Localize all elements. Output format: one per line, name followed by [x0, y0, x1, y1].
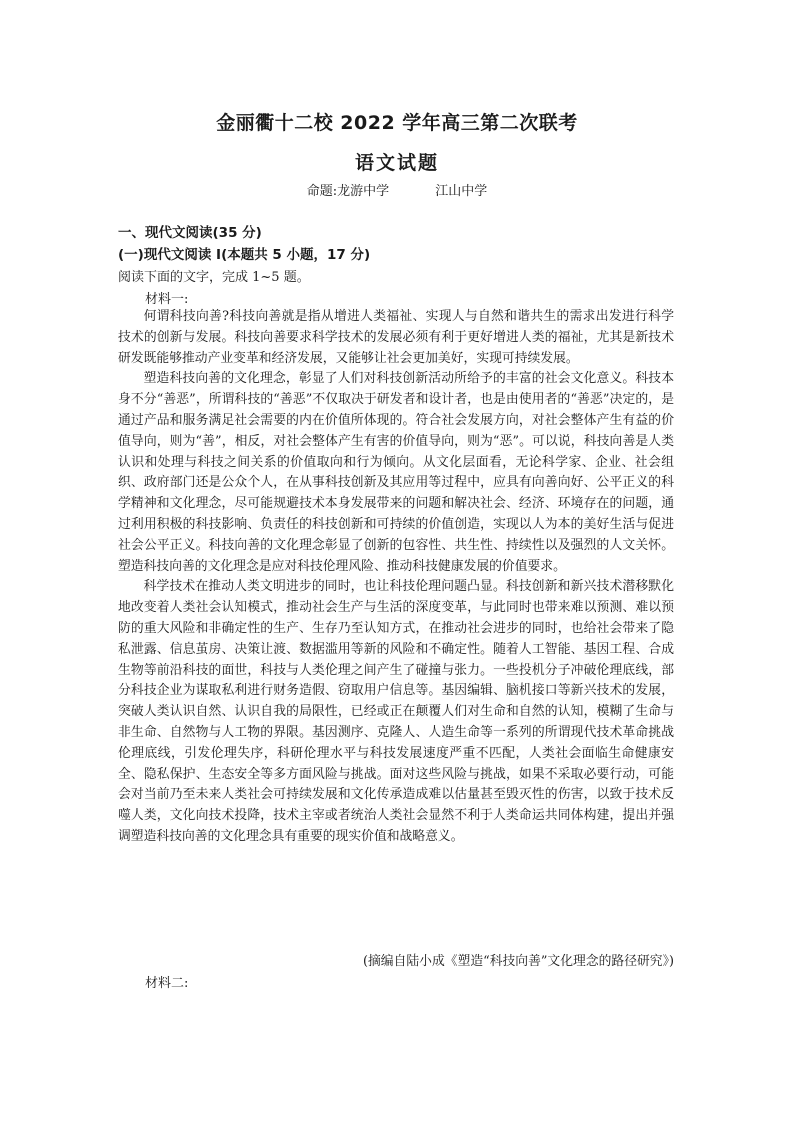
authors-line	[0, 180, 794, 199]
paragraph-1: 何谓科技向善?科技向善就是指从增进人类福祉、实现人与自然和谐共生的需求出发进行科学技术的创新与发展。科技向善要求科学技术的发展必须有利于更好增进人类的福祉，尤其是新技术研发既能够推动产业变革和经济发展，又能够让社会更加美好，实现可持续发展。	[118, 309, 674, 366]
paragraph-3: 科学技术在推动人类文明进步的同时，也让科技伦理问题凸显。科技创新和新兴技术潜移默化地改变着人类社会认知模式，推动社会生产与生活的深度变革，与此同时也带来难以预测、难以预防的重大风险和非确定性的生产、生存乃至认知方式，在推动社会进步的同时，也给社会带来了隐私泄露、信息茧房、决策让渡、数据滥用等新的风险和不确定性。随着人工智能、基因工程、合成生物等前沿科技的面世，科技与人类伦理之间产生了碰撞与张力。一些投机分子冲破伦理底线，部分科技企业为谋取私利进行财务造假、窃取用户信息等。基因编辑、脑机接口等新兴技术的发展，突破人类认识自然、认识自我的局限性，已经或正在颠覆人们对生命和自然的认知，模糊了生命与非生命、自然物与人工物的界限。基因测序、克隆人、人造生命等一系列的所谓现代技术革命挑战伦理底线，引发伦理失序，科研伦理水平与科技发展速度严重不匹配，人类社会面临生命健康安全、隐私保护、生态安全等多方面风险与挑战。面对这些风险与挑战，如果不采取必要行动，可能会对当前乃至未来人类社会可持续发展和文化传承造成难以估量甚至毁灭性的伤害，以致于技术反噬人类，文化向技术投降，技术主宰或者统治人类社会显然不利于人类命运共同体构建，提出并强调塑造科技向善的文化理念具有重要的现实价值和战略意义。	[118, 579, 674, 844]
section-subheading: (一)现代文阅读 I(本题共 5 小题，17 分)	[118, 247, 371, 263]
paragraph-2: 塑造科技向善的文化理念，彰显了人们对科技创新活动所给予的丰富的社会文化意义。科技本身不分“善恶”，所谓科技的“善恶”不仅取决于研发者和设计者，也是由使用者的“善恶”决定的，是通过产品和服务满足社会需要的内在价值所体现的。符合社会发展方向，对社会整体产生有益的价值导向，则为“善”，相反，对社会整体产生有害的价值导向，则为“恶”。可以说，科技向善是人类认识和处理与科技之间关系的价值取向和行为倾向。从文化层面看，无论科学家、企业、社会组织、政府部门还是公众个人，在从事科技创新及其应用等过程中，应具有向善向好、公平正义的科学精神和文化理念，尽可能规避技术本身发展带来的问题和解决社会、经济、环境存在的问题，通过利用积极的科技影响、负责任的科技创新和可持续的价值创造，实现以人为本的美好生活与促进社会公平正义。科技向善的文化理念彰显了创新的包容性、共生性、持续性以及强烈的人文关怀。塑造科技向善的文化理念是应对科技伦理风险、推动科技健康发展的价值要求。	[118, 371, 674, 574]
material-1-body	[118, 307, 674, 848]
material-1-label: 材料一:	[145, 292, 189, 307]
subject-title: 语文试题	[354, 152, 439, 174]
material-1-source: (摘编自陆小成《塑造“科技向善”文化理念的路径研究》)	[363, 954, 674, 969]
material-2-label: 材料二:	[145, 976, 189, 991]
reading-instruction: 阅读下面的文字，完成 1~5 题。	[118, 270, 310, 285]
exam-title: 金丽衢十二校 2022 学年高三第二次联考	[216, 112, 578, 134]
author-2: 江山中学	[435, 184, 488, 199]
section-heading: 一、现代文阅读(35 分)	[118, 225, 262, 241]
author-1: 命题:龙游中学	[306, 184, 390, 199]
